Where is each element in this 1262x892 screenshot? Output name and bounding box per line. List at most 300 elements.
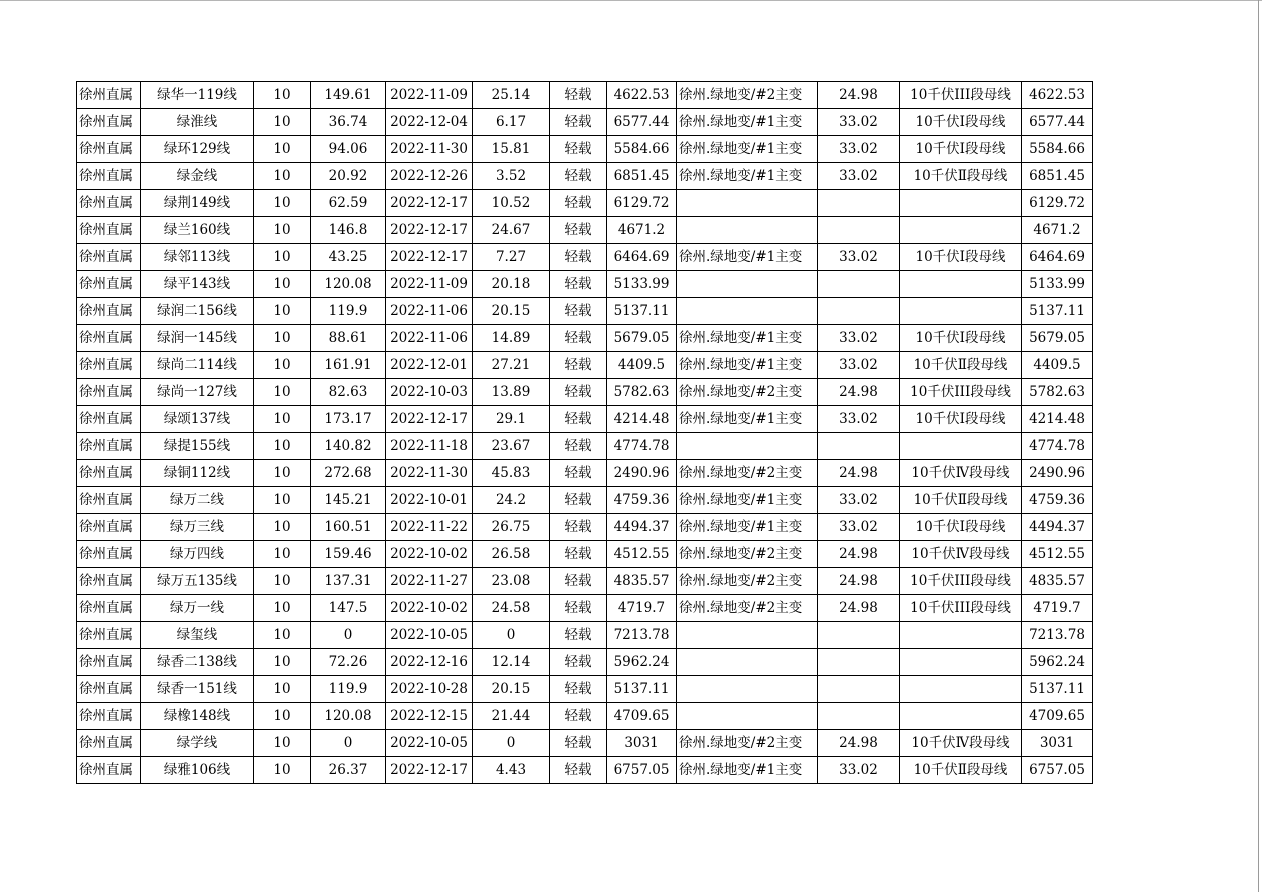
margin-cell: 5679.05 — [1022, 325, 1093, 352]
busbar-cell: 10千伏III段母线 — [900, 595, 1022, 622]
busbar-cell: 10千伏III段母线 — [900, 379, 1022, 406]
voltage-cell: 10 — [254, 730, 311, 757]
load-rate-cell: 20.18 — [473, 271, 550, 298]
load-rate-cell: 0 — [473, 730, 550, 757]
voltage-cell: 10 — [254, 163, 311, 190]
line-name-cell: 绿荆149线 — [141, 190, 254, 217]
capacity-cell: 4214.48 — [607, 406, 677, 433]
voltage-cell: 10 — [254, 622, 311, 649]
table-row — [77, 352, 1093, 379]
busbar-cell: 10千伏III段母线 — [900, 568, 1022, 595]
capacity-cell: 3031 — [607, 730, 677, 757]
company-cell: 徐州直属 — [77, 109, 141, 136]
margin-cell: 4835.57 — [1022, 568, 1093, 595]
voltage-cell: 10 — [254, 190, 311, 217]
margin-cell: 4671.2 — [1022, 217, 1093, 244]
transformer-load-cell — [818, 298, 900, 325]
busbar-cell: 10千伏Ⅱ段母线 — [900, 757, 1022, 784]
page-top-border — [0, 0, 1262, 1]
load-status-cell: 轻载 — [550, 649, 607, 676]
transformer-load-cell: 24.98 — [818, 595, 900, 622]
load-rate-cell: 25.14 — [473, 82, 550, 109]
table-row — [77, 460, 1093, 487]
transformer-load-cell: 24.98 — [818, 460, 900, 487]
load-rate-cell: 13.89 — [473, 379, 550, 406]
line-name-cell: 绿万三线 — [141, 514, 254, 541]
company-cell: 徐州直属 — [77, 271, 141, 298]
busbar-cell: 10千伏Ⅱ段母线 — [900, 163, 1022, 190]
table-row — [77, 757, 1093, 784]
capacity-cell: 4759.36 — [607, 487, 677, 514]
line-name-cell: 绿颂137线 — [141, 406, 254, 433]
load-current-cell: 159.46 — [311, 541, 386, 568]
transformer-cell: 徐州.绿地变/#1主变 — [677, 244, 818, 271]
line-name-cell: 绿润一145线 — [141, 325, 254, 352]
load-status-cell: 轻载 — [550, 595, 607, 622]
transformer-cell — [677, 676, 818, 703]
transformer-cell: 徐州.绿地变/#2主变 — [677, 541, 818, 568]
line-name-cell: 绿铜112线 — [141, 460, 254, 487]
company-cell: 徐州直属 — [77, 676, 141, 703]
table-row — [77, 244, 1093, 271]
load-status-cell: 轻载 — [550, 406, 607, 433]
date-cell: 2022-10-28 — [386, 676, 473, 703]
date-cell: 2022-12-17 — [386, 217, 473, 244]
busbar-cell — [900, 298, 1022, 325]
load-status-cell: 轻载 — [550, 271, 607, 298]
busbar-cell — [900, 271, 1022, 298]
capacity-cell: 6851.45 — [607, 163, 677, 190]
company-cell: 徐州直属 — [77, 514, 141, 541]
margin-cell: 3031 — [1022, 730, 1093, 757]
transformer-cell: 徐州.绿地变/#2主变 — [677, 379, 818, 406]
busbar-cell: 10千伏Ⅳ段母线 — [900, 541, 1022, 568]
line-name-cell: 绿润二156线 — [141, 298, 254, 325]
voltage-cell: 10 — [254, 703, 311, 730]
load-rate-cell: 24.58 — [473, 595, 550, 622]
busbar-cell: 10千伏Ⅰ段母线 — [900, 109, 1022, 136]
date-cell: 2022-12-15 — [386, 703, 473, 730]
voltage-cell: 10 — [254, 298, 311, 325]
transformer-cell: 徐州.绿地变/#2主变 — [677, 568, 818, 595]
transformer-cell: 徐州.绿地变/#1主变 — [677, 487, 818, 514]
margin-cell: 4719.7 — [1022, 595, 1093, 622]
capacity-cell: 5137.11 — [607, 676, 677, 703]
margin-cell: 4494.37 — [1022, 514, 1093, 541]
busbar-cell — [900, 217, 1022, 244]
load-rate-cell: 14.89 — [473, 325, 550, 352]
load-current-cell: 145.21 — [311, 487, 386, 514]
transformer-load-cell — [818, 622, 900, 649]
capacity-cell: 4622.53 — [607, 82, 677, 109]
load-rate-cell: 29.1 — [473, 406, 550, 433]
load-status-cell: 轻载 — [550, 730, 607, 757]
capacity-cell: 5962.24 — [607, 649, 677, 676]
company-cell: 徐州直属 — [77, 622, 141, 649]
load-current-cell: 137.31 — [311, 568, 386, 595]
transformer-load-cell: 33.02 — [818, 487, 900, 514]
date-cell: 2022-11-30 — [386, 460, 473, 487]
voltage-cell: 10 — [254, 541, 311, 568]
company-cell: 徐州直属 — [77, 325, 141, 352]
margin-cell: 4512.55 — [1022, 541, 1093, 568]
margin-cell: 6129.72 — [1022, 190, 1093, 217]
page-right-border — [1258, 0, 1259, 892]
load-status-cell: 轻载 — [550, 703, 607, 730]
transformer-cell — [677, 271, 818, 298]
table-row — [77, 676, 1093, 703]
capacity-cell: 6129.72 — [607, 190, 677, 217]
transformer-cell: 徐州.绿地变/#2主变 — [677, 82, 818, 109]
load-rate-cell: 10.52 — [473, 190, 550, 217]
table-body — [77, 82, 1093, 784]
transformer-cell — [677, 622, 818, 649]
margin-cell: 4709.65 — [1022, 703, 1093, 730]
company-cell: 徐州直属 — [77, 433, 141, 460]
transformer-cell — [677, 217, 818, 244]
load-rate-cell: 20.15 — [473, 298, 550, 325]
margin-cell: 6464.69 — [1022, 244, 1093, 271]
transformer-cell — [677, 190, 818, 217]
transformer-load-cell: 33.02 — [818, 352, 900, 379]
capacity-cell: 5133.99 — [607, 271, 677, 298]
transformer-load-cell: 24.98 — [818, 541, 900, 568]
margin-cell: 5782.63 — [1022, 379, 1093, 406]
load-status-cell: 轻载 — [550, 136, 607, 163]
margin-cell: 5962.24 — [1022, 649, 1093, 676]
load-status-cell: 轻载 — [550, 163, 607, 190]
load-current-cell: 272.68 — [311, 460, 386, 487]
busbar-cell: 10千伏Ⅰ段母线 — [900, 406, 1022, 433]
line-name-cell: 绿万一线 — [141, 595, 254, 622]
line-name-cell: 绿玺线 — [141, 622, 254, 649]
capacity-cell: 5679.05 — [607, 325, 677, 352]
busbar-cell — [900, 190, 1022, 217]
date-cell: 2022-11-30 — [386, 136, 473, 163]
line-name-cell: 绿橡148线 — [141, 703, 254, 730]
transformer-load-cell — [818, 433, 900, 460]
date-cell: 2022-11-27 — [386, 568, 473, 595]
margin-cell: 5137.11 — [1022, 298, 1093, 325]
load-status-cell: 轻载 — [550, 379, 607, 406]
load-rate-cell: 12.14 — [473, 649, 550, 676]
date-cell: 2022-10-05 — [386, 730, 473, 757]
load-status-cell: 轻载 — [550, 622, 607, 649]
transformer-load-cell — [818, 271, 900, 298]
voltage-cell: 10 — [254, 109, 311, 136]
company-cell: 徐州直属 — [77, 703, 141, 730]
voltage-cell: 10 — [254, 649, 311, 676]
load-status-cell: 轻载 — [550, 541, 607, 568]
load-rate-cell: 0 — [473, 622, 550, 649]
load-current-cell: 82.63 — [311, 379, 386, 406]
transformer-load-cell: 33.02 — [818, 109, 900, 136]
table-row — [77, 406, 1093, 433]
table-row — [77, 649, 1093, 676]
date-cell: 2022-12-04 — [386, 109, 473, 136]
busbar-cell — [900, 649, 1022, 676]
transformer-load-cell: 33.02 — [818, 325, 900, 352]
transformer-cell: 徐州.绿地变/#2主变 — [677, 730, 818, 757]
margin-cell: 7213.78 — [1022, 622, 1093, 649]
voltage-cell: 10 — [254, 676, 311, 703]
company-cell: 徐州直属 — [77, 757, 141, 784]
voltage-cell: 10 — [254, 595, 311, 622]
capacity-cell: 6577.44 — [607, 109, 677, 136]
company-cell: 徐州直属 — [77, 406, 141, 433]
load-rate-cell: 23.67 — [473, 433, 550, 460]
load-rate-cell: 27.21 — [473, 352, 550, 379]
company-cell: 徐州直属 — [77, 163, 141, 190]
load-rate-cell: 21.44 — [473, 703, 550, 730]
transformer-cell: 徐州.绿地变/#1主变 — [677, 514, 818, 541]
table-row — [77, 217, 1093, 244]
table-row — [77, 595, 1093, 622]
load-status-cell: 轻载 — [550, 325, 607, 352]
date-cell: 2022-12-01 — [386, 352, 473, 379]
line-name-cell: 绿香二138线 — [141, 649, 254, 676]
table-row — [77, 325, 1093, 352]
load-current-cell: 0 — [311, 622, 386, 649]
load-current-cell: 62.59 — [311, 190, 386, 217]
transformer-cell — [677, 298, 818, 325]
table-row — [77, 271, 1093, 298]
company-cell: 徐州直属 — [77, 82, 141, 109]
voltage-cell: 10 — [254, 352, 311, 379]
capacity-cell: 4719.7 — [607, 595, 677, 622]
transformer-cell — [677, 649, 818, 676]
capacity-cell: 4835.57 — [607, 568, 677, 595]
date-cell: 2022-11-09 — [386, 271, 473, 298]
voltage-cell: 10 — [254, 757, 311, 784]
load-current-cell: 149.61 — [311, 82, 386, 109]
load-rate-cell: 26.58 — [473, 541, 550, 568]
busbar-cell — [900, 676, 1022, 703]
transformer-cell: 徐州.绿地变/#1主变 — [677, 757, 818, 784]
company-cell: 徐州直属 — [77, 487, 141, 514]
load-rate-cell: 7.27 — [473, 244, 550, 271]
table-row — [77, 568, 1093, 595]
voltage-cell: 10 — [254, 460, 311, 487]
margin-cell: 4774.78 — [1022, 433, 1093, 460]
line-name-cell: 绿提155线 — [141, 433, 254, 460]
margin-cell: 5137.11 — [1022, 676, 1093, 703]
busbar-cell: 10千伏Ⅳ段母线 — [900, 460, 1022, 487]
load-status-cell: 轻载 — [550, 568, 607, 595]
date-cell: 2022-11-09 — [386, 82, 473, 109]
load-rate-cell: 20.15 — [473, 676, 550, 703]
voltage-cell: 10 — [254, 325, 311, 352]
load-current-cell: 72.26 — [311, 649, 386, 676]
line-name-cell: 绿雅106线 — [141, 757, 254, 784]
transformer-load-cell: 24.98 — [818, 568, 900, 595]
date-cell: 2022-10-02 — [386, 541, 473, 568]
date-cell: 2022-12-16 — [386, 649, 473, 676]
transformer-load-cell: 33.02 — [818, 163, 900, 190]
company-cell: 徐州直属 — [77, 730, 141, 757]
load-rate-cell: 4.43 — [473, 757, 550, 784]
load-current-cell: 0 — [311, 730, 386, 757]
transformer-load-cell — [818, 676, 900, 703]
line-name-cell: 绿尚一127线 — [141, 379, 254, 406]
date-cell: 2022-11-06 — [386, 298, 473, 325]
transformer-cell: 徐州.绿地变/#2主变 — [677, 460, 818, 487]
load-status-cell: 轻载 — [550, 217, 607, 244]
load-current-cell: 119.9 — [311, 676, 386, 703]
voltage-cell: 10 — [254, 406, 311, 433]
table-row — [77, 622, 1093, 649]
transformer-load-cell: 33.02 — [818, 406, 900, 433]
company-cell: 徐州直属 — [77, 298, 141, 325]
load-current-cell: 36.74 — [311, 109, 386, 136]
voltage-cell: 10 — [254, 433, 311, 460]
transformer-load-cell — [818, 649, 900, 676]
capacity-cell: 7213.78 — [607, 622, 677, 649]
transformer-load-cell: 24.98 — [818, 730, 900, 757]
load-status-cell: 轻载 — [550, 109, 607, 136]
transformer-cell: 徐州.绿地变/#1主变 — [677, 352, 818, 379]
transformer-cell: 徐州.绿地变/#1主变 — [677, 109, 818, 136]
transformer-cell: 徐州.绿地变/#2主变 — [677, 595, 818, 622]
transformer-cell: 徐州.绿地变/#1主变 — [677, 325, 818, 352]
load-status-cell: 轻载 — [550, 460, 607, 487]
load-current-cell: 94.06 — [311, 136, 386, 163]
margin-cell: 4214.48 — [1022, 406, 1093, 433]
date-cell: 2022-10-03 — [386, 379, 473, 406]
margin-cell: 6757.05 — [1022, 757, 1093, 784]
table-row — [77, 379, 1093, 406]
load-status-cell: 轻载 — [550, 757, 607, 784]
transformer-cell — [677, 703, 818, 730]
transformer-cell: 徐州.绿地变/#1主变 — [677, 136, 818, 163]
line-name-cell: 绿华一119线 — [141, 82, 254, 109]
load-current-cell: 43.25 — [311, 244, 386, 271]
load-status-cell: 轻载 — [550, 82, 607, 109]
date-cell: 2022-10-01 — [386, 487, 473, 514]
voltage-cell: 10 — [254, 136, 311, 163]
line-name-cell: 绿万五135线 — [141, 568, 254, 595]
voltage-cell: 10 — [254, 487, 311, 514]
margin-cell: 4622.53 — [1022, 82, 1093, 109]
line-name-cell: 绿尚二114线 — [141, 352, 254, 379]
load-rate-cell: 45.83 — [473, 460, 550, 487]
capacity-cell: 4709.65 — [607, 703, 677, 730]
busbar-cell — [900, 703, 1022, 730]
table-row — [77, 433, 1093, 460]
load-current-cell: 88.61 — [311, 325, 386, 352]
table-row — [77, 109, 1093, 136]
date-cell: 2022-12-17 — [386, 757, 473, 784]
transformer-cell: 徐州.绿地变/#1主变 — [677, 406, 818, 433]
company-cell: 徐州直属 — [77, 217, 141, 244]
company-cell: 徐州直属 — [77, 649, 141, 676]
voltage-cell: 10 — [254, 244, 311, 271]
date-cell: 2022-12-17 — [386, 406, 473, 433]
line-name-cell: 绿邻113线 — [141, 244, 254, 271]
date-cell: 2022-10-05 — [386, 622, 473, 649]
load-current-cell: 160.51 — [311, 514, 386, 541]
load-current-cell: 147.5 — [311, 595, 386, 622]
load-status-cell: 轻载 — [550, 298, 607, 325]
capacity-cell: 2490.96 — [607, 460, 677, 487]
load-current-cell: 161.91 — [311, 352, 386, 379]
transformer-load-cell: 24.98 — [818, 379, 900, 406]
load-status-cell: 轻载 — [550, 244, 607, 271]
date-cell: 2022-12-26 — [386, 163, 473, 190]
company-cell: 徐州直属 — [77, 136, 141, 163]
capacity-cell: 5782.63 — [607, 379, 677, 406]
margin-cell: 4759.36 — [1022, 487, 1093, 514]
margin-cell: 2490.96 — [1022, 460, 1093, 487]
table-row — [77, 487, 1093, 514]
load-current-cell: 20.92 — [311, 163, 386, 190]
margin-cell: 4409.5 — [1022, 352, 1093, 379]
capacity-cell: 4671.2 — [607, 217, 677, 244]
table-row — [77, 703, 1093, 730]
company-cell: 徐州直属 — [77, 190, 141, 217]
load-status-cell: 轻载 — [550, 190, 607, 217]
capacity-cell: 6464.69 — [607, 244, 677, 271]
capacity-cell: 4774.78 — [607, 433, 677, 460]
busbar-cell: 10千伏Ⅱ段母线 — [900, 352, 1022, 379]
load-status-cell: 轻载 — [550, 433, 607, 460]
transformer-load-cell — [818, 703, 900, 730]
table-row — [77, 163, 1093, 190]
company-cell: 徐州直属 — [77, 460, 141, 487]
line-name-cell: 绿万四线 — [141, 541, 254, 568]
capacity-cell: 6757.05 — [607, 757, 677, 784]
margin-cell: 6851.45 — [1022, 163, 1093, 190]
busbar-cell: 10千伏Ⅱ段母线 — [900, 487, 1022, 514]
line-name-cell: 绿金线 — [141, 163, 254, 190]
capacity-cell: 4494.37 — [607, 514, 677, 541]
capacity-cell: 5137.11 — [607, 298, 677, 325]
line-name-cell: 绿淮线 — [141, 109, 254, 136]
load-status-cell: 轻载 — [550, 487, 607, 514]
line-name-cell: 绿学线 — [141, 730, 254, 757]
load-current-cell: 120.08 — [311, 271, 386, 298]
load-current-cell: 119.9 — [311, 298, 386, 325]
busbar-cell: 10千伏Ⅰ段母线 — [900, 325, 1022, 352]
voltage-cell: 10 — [254, 271, 311, 298]
date-cell: 2022-11-06 — [386, 325, 473, 352]
busbar-cell — [900, 622, 1022, 649]
load-current-cell: 146.8 — [311, 217, 386, 244]
capacity-cell: 4512.55 — [607, 541, 677, 568]
date-cell: 2022-11-18 — [386, 433, 473, 460]
load-current-cell: 140.82 — [311, 433, 386, 460]
load-current-cell: 173.17 — [311, 406, 386, 433]
date-cell: 2022-12-17 — [386, 190, 473, 217]
company-cell: 徐州直属 — [77, 568, 141, 595]
date-cell: 2022-10-02 — [386, 595, 473, 622]
transformer-cell — [677, 433, 818, 460]
transformer-load-cell — [818, 217, 900, 244]
table-row — [77, 136, 1093, 163]
transformer-load-cell: 33.02 — [818, 514, 900, 541]
transformer-load-cell: 24.98 — [818, 82, 900, 109]
transformer-cell: 徐州.绿地变/#1主变 — [677, 163, 818, 190]
load-status-cell: 轻载 — [550, 676, 607, 703]
company-cell: 徐州直属 — [77, 541, 141, 568]
table-row — [77, 190, 1093, 217]
load-rate-cell: 24.2 — [473, 487, 550, 514]
company-cell: 徐州直属 — [77, 379, 141, 406]
line-name-cell: 绿平143线 — [141, 271, 254, 298]
busbar-cell — [900, 433, 1022, 460]
load-rate-cell: 23.08 — [473, 568, 550, 595]
transformer-load-cell — [818, 190, 900, 217]
